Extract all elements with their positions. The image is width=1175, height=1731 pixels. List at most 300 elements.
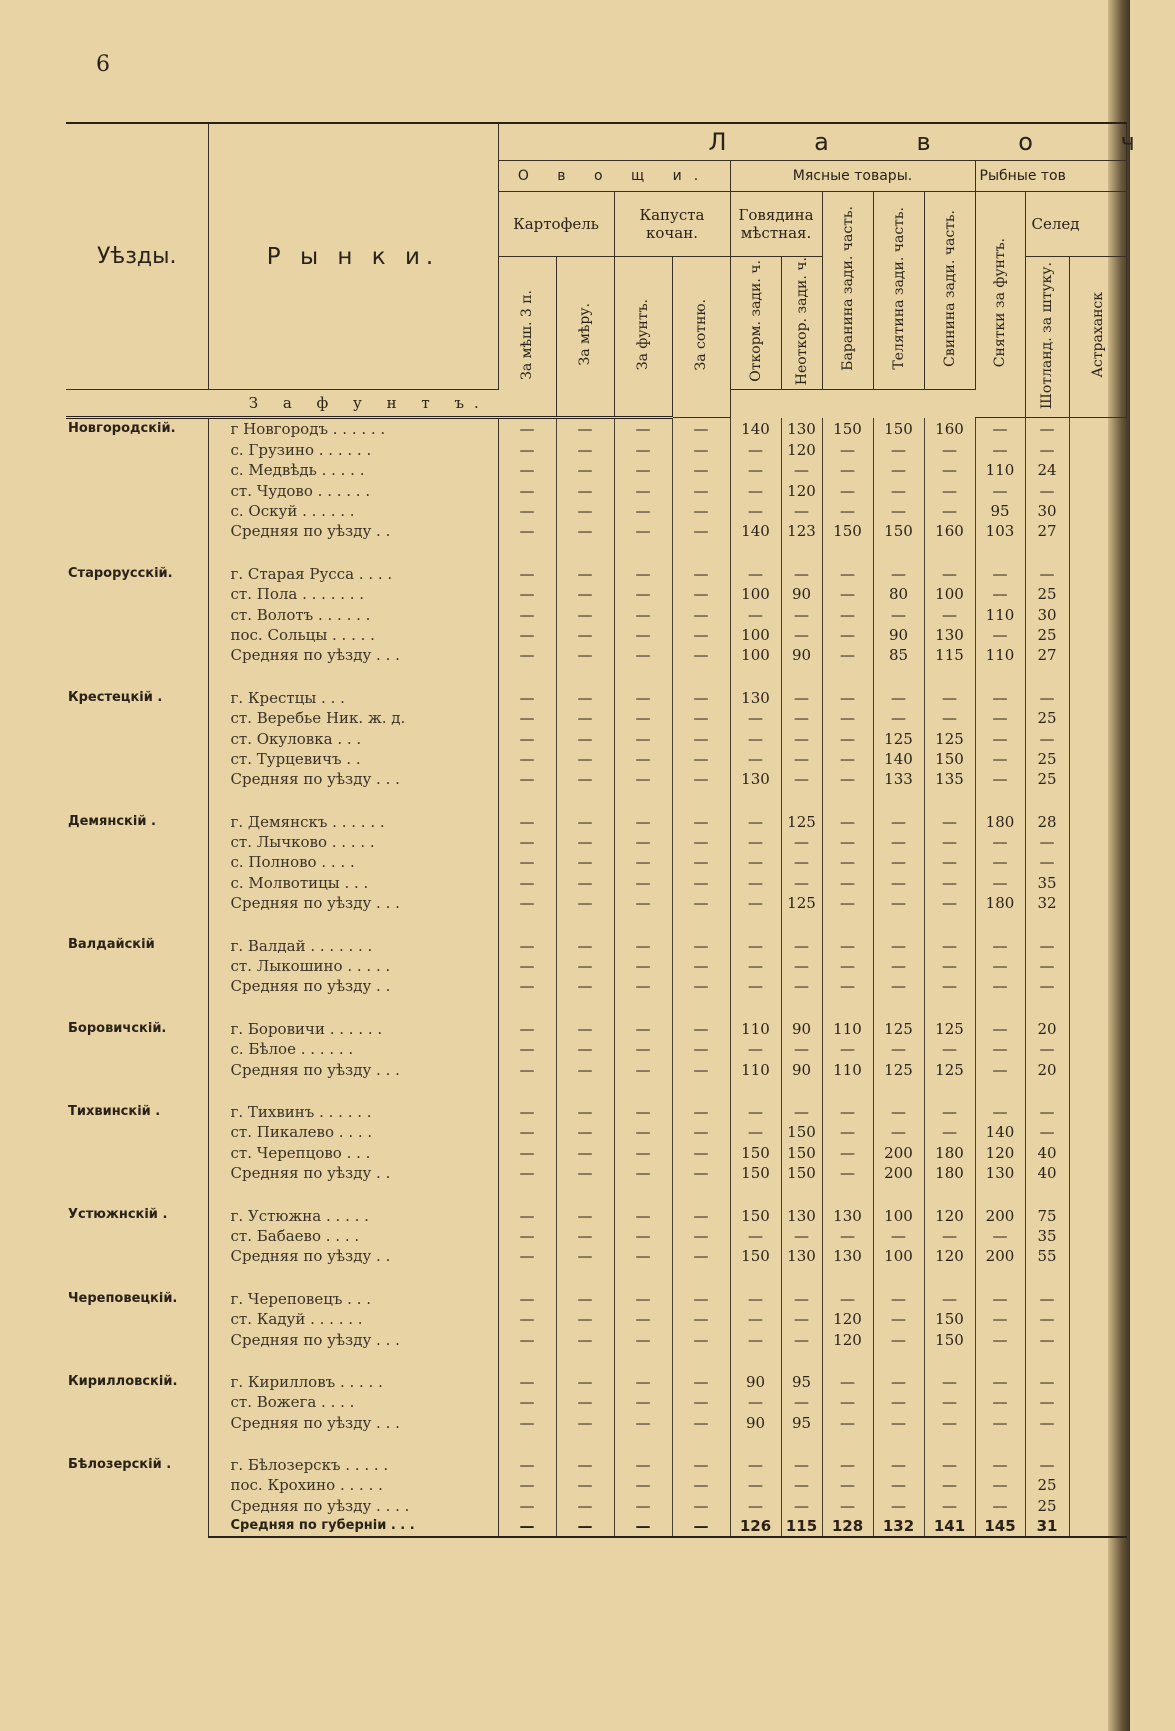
gap-cell [66, 542, 208, 564]
price-cell: — [556, 1475, 614, 1495]
market-name: г. Валдай . . . . . . . [208, 935, 498, 955]
price-cell: — [822, 1102, 873, 1122]
gap-cell [208, 997, 498, 1019]
price-cell: — [556, 708, 614, 728]
market-name: г. Крестцы . . . [208, 688, 498, 708]
price-cell: — [924, 812, 975, 832]
table-row [66, 1163, 1126, 1183]
price-cell: — [556, 1455, 614, 1475]
price-cell: — [498, 1289, 556, 1309]
gap-cell [208, 1080, 498, 1102]
price-cell: — [975, 708, 1025, 728]
price-cell: — [498, 418, 556, 440]
price-cell: — [556, 1289, 614, 1309]
price-cell: — [556, 1392, 614, 1412]
header-unit-unfattened: Неоткор. зади. ч. [781, 257, 822, 390]
price-cell: — [975, 688, 1025, 708]
price-cell: — [672, 1163, 730, 1183]
price-cell: — [556, 584, 614, 604]
price-cell: — [556, 956, 614, 976]
price-cell: — [822, 1496, 873, 1516]
price-cell: — [672, 935, 730, 955]
price-cell: — [498, 976, 556, 996]
price-cell: — [614, 460, 672, 480]
market-name: ст. Бабаево . . . . [208, 1226, 498, 1246]
price-cell: 40 [1025, 1163, 1069, 1183]
price-cell: — [1025, 832, 1069, 852]
price-cell: — [873, 564, 924, 584]
price-cell: — [822, 812, 873, 832]
price-cell: — [873, 1496, 924, 1516]
gap-cell [975, 666, 1025, 688]
price-cell: — [822, 625, 873, 645]
price-cell: — [1025, 1455, 1069, 1475]
price-cell: — [556, 625, 614, 645]
gap-cell [66, 1267, 208, 1289]
price-cell: — [975, 1412, 1025, 1432]
price-cell: 130 [781, 1246, 822, 1266]
price-cell: — [822, 564, 873, 584]
table-row [66, 1019, 1126, 1039]
cut-off-cell [1069, 1143, 1126, 1163]
gap-cell [1025, 1350, 1069, 1372]
price-cell: 125 [873, 1019, 924, 1039]
price-cell: — [672, 1475, 730, 1495]
price-cell: — [781, 728, 822, 748]
gap-cell [924, 1267, 975, 1289]
price-cell: — [672, 976, 730, 996]
price-cell: — [498, 956, 556, 976]
price-cell: — [781, 1455, 822, 1475]
gap-cell [1069, 1183, 1126, 1205]
price-cell: 130 [730, 688, 781, 708]
price-cell: — [1025, 1329, 1069, 1349]
market-name: ст. Лычково . . . . . [208, 832, 498, 852]
price-cell: — [1025, 1122, 1069, 1142]
table-row [66, 480, 1126, 500]
price-cell: — [781, 873, 822, 893]
price-cell: — [730, 935, 781, 955]
price-cell: — [556, 1163, 614, 1183]
cut-off-cell [1069, 1059, 1126, 1079]
price-cell: — [730, 1496, 781, 1516]
gap-cell [498, 1183, 556, 1205]
market-name: Средняя по уѣзду . . . [208, 1329, 498, 1349]
price-cell: — [556, 688, 614, 708]
gap-cell [975, 1183, 1025, 1205]
gap-cell [1025, 790, 1069, 812]
gap-cell [822, 790, 873, 812]
market-name: г Новгородъ . . . . . . [208, 418, 498, 440]
cut-off-cell [1069, 749, 1126, 769]
cut-off-cell [1069, 1226, 1126, 1246]
gap-cell [1069, 913, 1126, 935]
price-cell: — [730, 564, 781, 584]
price-cell: 130 [781, 418, 822, 440]
price-cell: — [822, 852, 873, 872]
price-cell: — [873, 440, 924, 460]
district-name: Тихвинскій . [66, 1102, 208, 1184]
price-cell: — [614, 1289, 672, 1309]
gap-cell [556, 913, 614, 935]
gap-cell [975, 542, 1025, 564]
price-cell: — [556, 749, 614, 769]
price-cell: — [614, 812, 672, 832]
price-cell: — [822, 584, 873, 604]
district-name: Устюжнскій . [66, 1205, 208, 1266]
table-row [66, 708, 1126, 728]
price-cell: — [556, 976, 614, 996]
price-cell: — [498, 728, 556, 748]
price-cell: — [730, 1329, 781, 1349]
market-name: с. Медвѣдь . . . . . [208, 460, 498, 480]
market-name: г. Демянскъ . . . . . . [208, 812, 498, 832]
price-cell: — [1025, 1039, 1069, 1059]
gap-cell [873, 666, 924, 688]
gap-cell [873, 1267, 924, 1289]
price-cell: 120 [822, 1329, 873, 1349]
price-cell: — [556, 440, 614, 460]
gap-cell [614, 913, 672, 935]
price-cell: — [730, 460, 781, 480]
price-cell: — [556, 935, 614, 955]
price-cell: — [730, 728, 781, 748]
gap-cell [556, 1080, 614, 1102]
table-row [66, 1246, 1126, 1266]
price-cell: 126 [730, 1516, 781, 1537]
price-cell: 110 [975, 460, 1025, 480]
price-cell: 110 [730, 1059, 781, 1079]
gap-cell [822, 1267, 873, 1289]
gap-cell [614, 1350, 672, 1372]
price-cell: — [614, 625, 672, 645]
gap-cell [1025, 1433, 1069, 1455]
header-subgroup-fish: Рыбные тов [975, 161, 1126, 192]
gap-cell [1025, 1183, 1069, 1205]
price-cell: 25 [1025, 625, 1069, 645]
price-cell: — [873, 812, 924, 832]
price-cell: — [975, 873, 1025, 893]
price-cell: — [730, 1289, 781, 1309]
gap-cell [781, 666, 822, 688]
gap-cell [924, 1433, 975, 1455]
price-cell: — [924, 1412, 975, 1432]
price-cell: — [730, 604, 781, 624]
table-row [66, 1392, 1126, 1412]
cut-off-cell [1069, 480, 1126, 500]
price-cell: — [822, 1392, 873, 1412]
cut-off-cell [1069, 852, 1126, 872]
price-cell: 35 [1025, 1226, 1069, 1246]
gap-cell [208, 790, 498, 812]
price-cell: — [781, 564, 822, 584]
price-cell: — [672, 1496, 730, 1516]
price-cell: — [822, 480, 873, 500]
gap-cell [208, 1267, 498, 1289]
price-cell: — [672, 1392, 730, 1412]
price-cell: — [672, 749, 730, 769]
gap-cell [873, 913, 924, 935]
price-cell: — [614, 1372, 672, 1392]
gap-cell [975, 1080, 1025, 1102]
price-cell: — [873, 1309, 924, 1329]
price-cell: — [873, 832, 924, 852]
price-cell: 180 [924, 1163, 975, 1183]
price-cell: — [498, 1516, 556, 1537]
gap-cell [498, 1267, 556, 1289]
price-cell: 28 [1025, 812, 1069, 832]
price-cell: — [556, 521, 614, 541]
price-cell: — [873, 1289, 924, 1309]
price-cell: — [498, 480, 556, 500]
price-cell: — [556, 1309, 614, 1329]
cut-off-cell [1069, 1205, 1126, 1225]
price-cell: — [1025, 935, 1069, 955]
gap-cell [781, 1433, 822, 1455]
price-cell: — [781, 501, 822, 521]
price-cell: 32 [1025, 893, 1069, 913]
gap-cell [672, 542, 730, 564]
price-cell: — [924, 956, 975, 976]
price-cell: — [873, 708, 924, 728]
gap-cell [498, 1350, 556, 1372]
price-cell: — [614, 956, 672, 976]
gap-cell [614, 1267, 672, 1289]
price-cell: — [822, 460, 873, 480]
gap-cell [873, 790, 924, 812]
price-cell: — [672, 480, 730, 500]
price-cell: — [614, 1246, 672, 1266]
price-cell: 90 [730, 1372, 781, 1392]
price-cell: 150 [873, 418, 924, 440]
gap-cell [1069, 666, 1126, 688]
price-cell: — [924, 688, 975, 708]
price-cell: 31 [1025, 1516, 1069, 1537]
price-cell: — [498, 1412, 556, 1432]
price-cell: 125 [781, 893, 822, 913]
price-cell: — [873, 1329, 924, 1349]
price-cell: 95 [781, 1372, 822, 1392]
district-name: Бѣлозерскій . [66, 1455, 208, 1538]
cut-off-cell [1069, 1392, 1126, 1412]
price-cell: — [781, 708, 822, 728]
gap-cell [498, 1433, 556, 1455]
table-row [66, 1372, 1126, 1392]
market-name: с. Полново . . . . [208, 852, 498, 872]
price-cell: 27 [1025, 521, 1069, 541]
price-cell: 90 [781, 584, 822, 604]
cut-off-cell [1069, 1309, 1126, 1329]
price-cell: — [781, 976, 822, 996]
price-cell: — [672, 584, 730, 604]
header-group: Л а в о ч [498, 123, 1126, 161]
price-cell: — [672, 1102, 730, 1122]
price-cell: — [498, 584, 556, 604]
price-cell: — [614, 1143, 672, 1163]
price-cell: 30 [1025, 501, 1069, 521]
price-cell: 150 [730, 1143, 781, 1163]
price-cell: — [672, 440, 730, 460]
gap-cell [730, 1433, 781, 1455]
price-cell: — [873, 1039, 924, 1059]
price-cell: — [975, 749, 1025, 769]
gap-cell [822, 1080, 873, 1102]
price-cell: — [556, 501, 614, 521]
market-name: ст. Вожега . . . . [208, 1392, 498, 1412]
price-cell: 110 [975, 645, 1025, 665]
district-name: Крестецкій . [66, 688, 208, 790]
gap-cell [730, 913, 781, 935]
price-cell: — [672, 1226, 730, 1246]
group-gap [66, 542, 1126, 564]
price-cell: — [614, 645, 672, 665]
price-cell: — [498, 1329, 556, 1349]
price-cell: 100 [730, 584, 781, 604]
gap-cell [924, 790, 975, 812]
price-cell: — [873, 852, 924, 872]
gap-cell [822, 1350, 873, 1372]
price-cell: — [975, 832, 1025, 852]
price-cell: — [975, 1039, 1025, 1059]
price-cell: — [781, 1226, 822, 1246]
header-unit-fattened: Откорм. зади. ч. [730, 257, 781, 390]
price-cell: — [822, 1372, 873, 1392]
price-cell: — [498, 893, 556, 913]
header-unit-scottish: Шотланд. за штуку. [1025, 257, 1069, 418]
price-cell: 145 [975, 1516, 1025, 1537]
price-cell: — [672, 1122, 730, 1142]
price-cell: — [614, 1475, 672, 1495]
price-cell: 90 [781, 1059, 822, 1079]
gap-cell [498, 790, 556, 812]
price-cell: — [730, 852, 781, 872]
price-cell: — [672, 1039, 730, 1059]
price-cell: 125 [873, 1059, 924, 1079]
price-cell: — [672, 1143, 730, 1163]
table-row [66, 1412, 1126, 1432]
district-name: Череповецкій. [66, 1289, 208, 1350]
price-cell: — [975, 584, 1025, 604]
group-gap [66, 790, 1126, 812]
price-cell: — [614, 1226, 672, 1246]
price-cell: — [924, 976, 975, 996]
gap-cell [924, 997, 975, 1019]
cut-off-cell [1069, 1019, 1126, 1039]
price-cell: — [730, 749, 781, 769]
price-cell: — [924, 1475, 975, 1495]
price-cell: 110 [822, 1059, 873, 1079]
table-row [66, 604, 1126, 624]
market-name: пос. Крохино . . . . . [208, 1475, 498, 1495]
price-cell: — [822, 440, 873, 460]
price-cell: — [781, 749, 822, 769]
price-cell: — [822, 873, 873, 893]
table-body [66, 418, 1126, 1538]
price-cell: 140 [730, 418, 781, 440]
gap-cell [1025, 1080, 1069, 1102]
price-cell: — [975, 440, 1025, 460]
price-cell: 133 [873, 769, 924, 789]
price-cell: 100 [873, 1246, 924, 1266]
price-cell: — [556, 1516, 614, 1537]
price-cell: 150 [822, 418, 873, 440]
market-name: ст. Черепцово . . . [208, 1143, 498, 1163]
header-item-veal: Телятина зади. часть. [873, 192, 924, 390]
gap-cell [672, 913, 730, 935]
table-row [66, 1102, 1126, 1122]
cut-off-cell [1069, 1122, 1126, 1142]
price-cell: — [1025, 1289, 1069, 1309]
market-name: ст. Веребье Ник. ж. д. [208, 708, 498, 728]
price-cell: — [924, 440, 975, 460]
price-cell: 130 [822, 1246, 873, 1266]
gap-cell [975, 913, 1025, 935]
gap-cell [1069, 1080, 1126, 1102]
price-cell: — [498, 1392, 556, 1412]
gap-cell [556, 1350, 614, 1372]
price-cell: — [672, 832, 730, 852]
price-cell: — [822, 1475, 873, 1495]
price-cell: 150 [730, 1205, 781, 1225]
price-cell: 120 [975, 1143, 1025, 1163]
price-cell: — [730, 1309, 781, 1329]
price-cell: — [672, 812, 730, 832]
gap-cell [556, 542, 614, 564]
price-cell: — [975, 935, 1025, 955]
price-cell: — [498, 873, 556, 893]
price-cell: — [924, 1496, 975, 1516]
gap-cell [730, 790, 781, 812]
price-cell: — [1025, 1392, 1069, 1412]
price-cell: — [873, 976, 924, 996]
price-cell: — [556, 852, 614, 872]
table-row [66, 1205, 1126, 1225]
price-cell: — [822, 604, 873, 624]
price-cell: — [975, 976, 1025, 996]
market-name: Средняя по губерніи . . . [208, 1516, 498, 1537]
header-districts: Уѣзды. [66, 123, 208, 390]
price-cell: — [614, 1496, 672, 1516]
price-cell: 135 [924, 769, 975, 789]
price-cell: — [556, 418, 614, 440]
price-cell: — [556, 1329, 614, 1349]
price-cell: 25 [1025, 1475, 1069, 1495]
price-cell: — [614, 521, 672, 541]
price-cell: — [556, 832, 614, 852]
price-cell: — [1025, 418, 1069, 440]
gap-cell [822, 1433, 873, 1455]
header-unit-pound: За фунтъ. [614, 257, 672, 418]
price-cell: — [498, 625, 556, 645]
price-cell: — [781, 460, 822, 480]
gap-cell [66, 1433, 208, 1455]
price-cell: — [498, 1163, 556, 1183]
price-cell: — [781, 1496, 822, 1516]
price-cell: — [556, 873, 614, 893]
price-cell: — [556, 1102, 614, 1122]
gap-cell [781, 997, 822, 1019]
gap-cell [66, 790, 208, 812]
price-cell: — [781, 604, 822, 624]
price-cell: — [975, 1496, 1025, 1516]
price-cell: — [975, 1289, 1025, 1309]
gap-cell [975, 790, 1025, 812]
price-cell: — [556, 728, 614, 748]
price-cell: — [873, 873, 924, 893]
price-cell: — [556, 1412, 614, 1432]
price-cell: — [672, 625, 730, 645]
price-cell: — [614, 832, 672, 852]
